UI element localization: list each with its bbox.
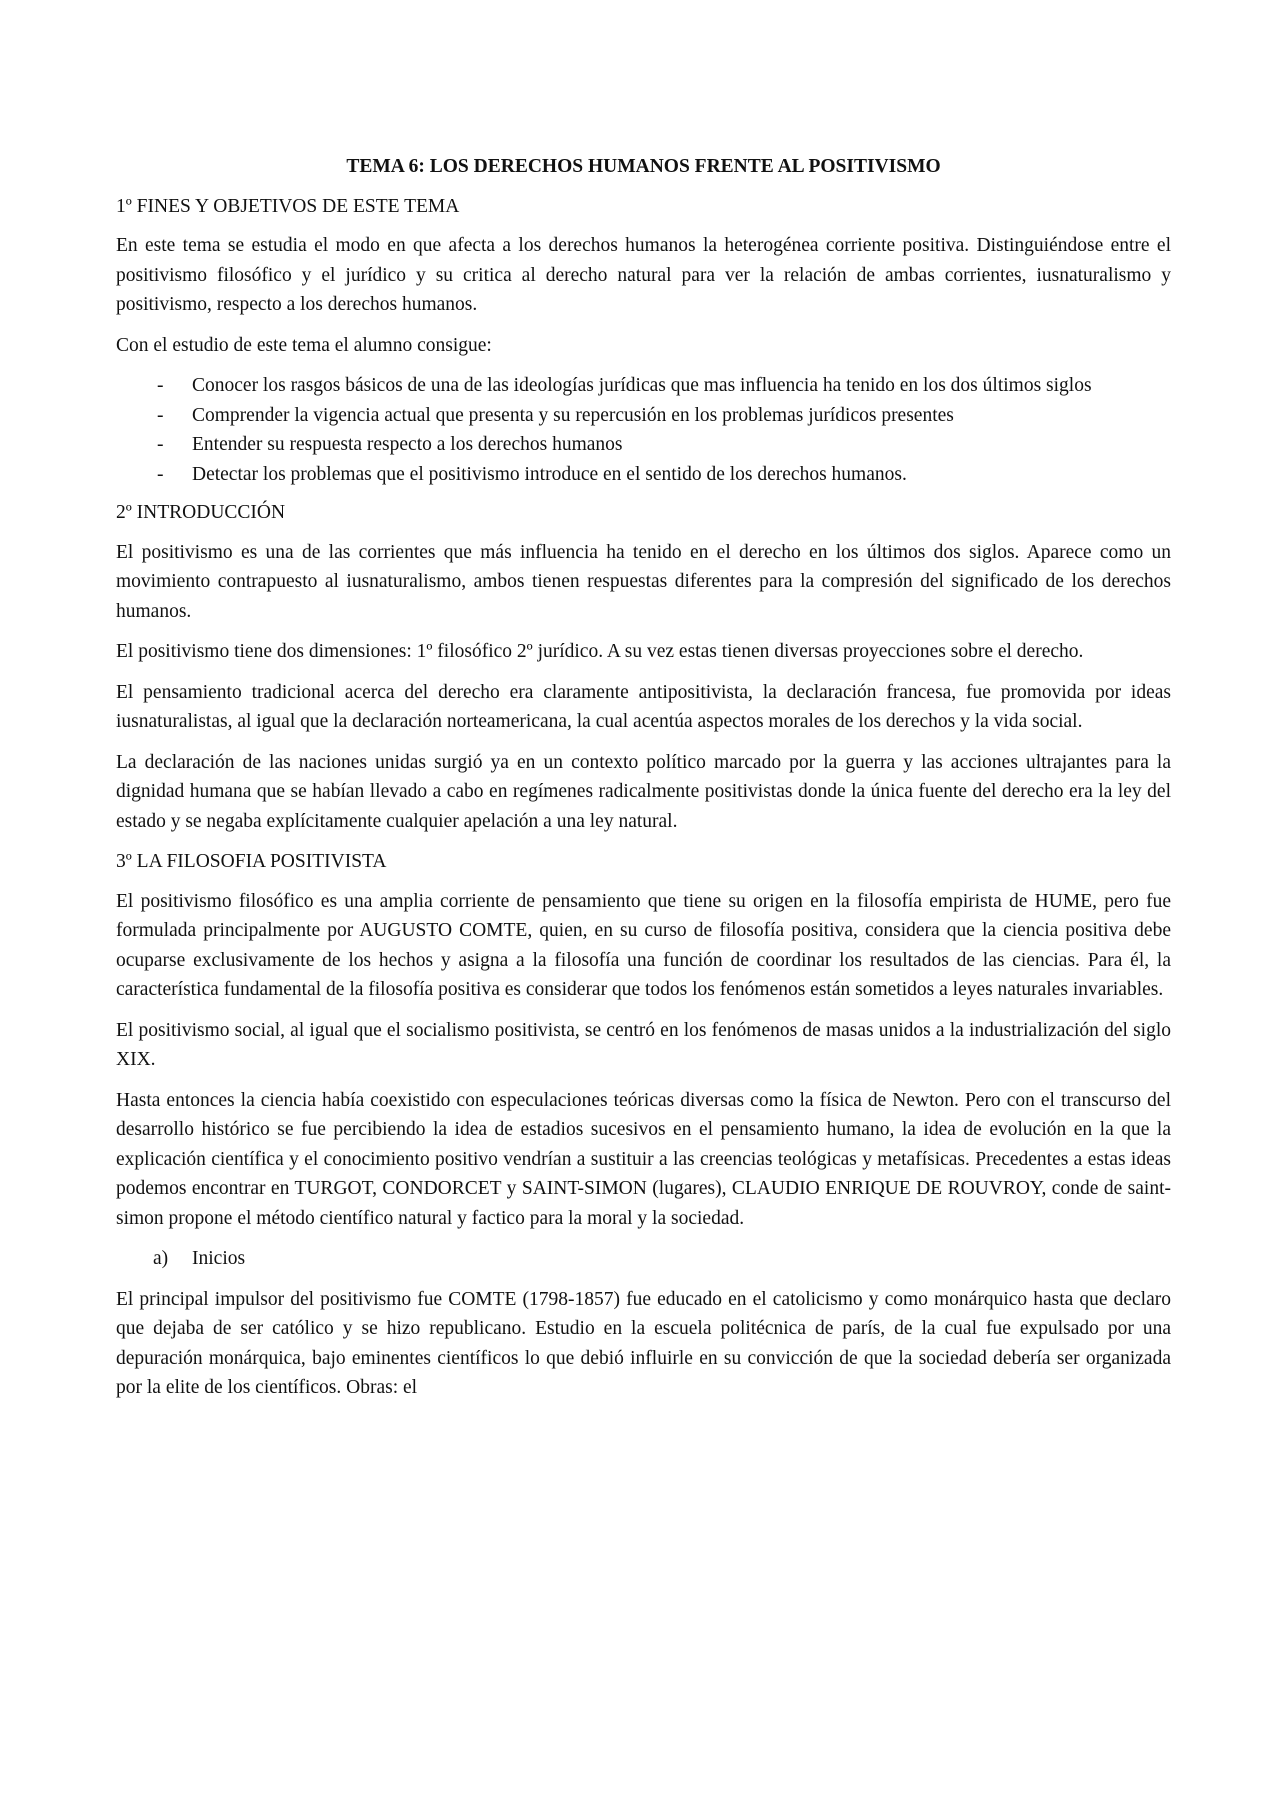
section-heading-filosofia-positivista: 3º LA FILOSOFIA POSITIVISTA — [116, 851, 387, 872]
paragraph: El positivismo tiene dos dimensiones: 1º filosófico 2º jurídico. A su vez estas tienen diversas proyecciones sobre el derecho. — [116, 641, 1084, 662]
paragraph: Hasta entonces la ciencia había coexistido con especulaciones teóricas diversas como la física de Newton. Pero con el transcurso del desarrollo histórico se fue percibiendo la idea de estadios sucesivos en el pensamiento humano, la idea de evolución en la que la explicación científica y el conocimiento positivo vendrían a sustituir a las creencias teológicas y metafísicas. Precedentes a estas ideas podemos encontrar en TURGOT, CONDORCET y SAINT-SIMON (lugares), CLAUDIO ENRIQUE DE ROUVROY, conde de saint-simon propone el método científico natural y factico para la moral y la sociedad. — [116, 1089, 1171, 1229]
list-item — [116, 460, 1171, 490]
section-heading-fines: 1º FINES Y OBJETIVOS DE ESTE TEMA — [116, 195, 460, 217]
list-dash: - — [157, 434, 164, 455]
list-item — [116, 401, 1171, 431]
paragraph: Con el estudio de este tema el alumno consigue: — [116, 334, 492, 356]
list-item-text: Comprender la vigencia actual que presenta y su repercusión en los problemas jurídicos presentes — [192, 404, 954, 426]
list-dash: - — [157, 463, 164, 485]
document-title: TEMA 6: LOS DERECHOS HUMANOS FRENTE AL POSITIVISMO — [346, 156, 941, 177]
list-dash: - — [157, 404, 164, 426]
paragraph: La declaración de las naciones unidas surgió ya en un contexto político marcado por la guerra y las acciones ultrajantes para la dignidad humana que se habían llevado a cabo en regímenes radicalmente positivistas donde la única fuente del derecho era la ley del estado y se negaba explícitamente cualquier apelación a una ley natural. — [116, 751, 1171, 832]
document-page — [116, 152, 1171, 1414]
list-item-text: Detectar los problemas que el positivismo introduce en el sentido de los derechos humanos. — [192, 463, 907, 485]
subsection-label: Inicios — [192, 1248, 246, 1269]
list-item-text: Conocer los rasgos básicos de una de las ideologías jurídicas que mas influencia ha tenido en los dos últimos siglos — [192, 375, 1092, 396]
subsection-inicios — [116, 1244, 1171, 1274]
paragraph: El positivismo social, al igual que el socialismo positivista, se centró en los fenómenos de masas unidos a la industrialización del siglo XIX. — [116, 1019, 1171, 1070]
section-heading-introduccion: 2º INTRODUCCIÓN — [116, 502, 286, 523]
paragraph: El positivismo es una de las corrientes que más influencia ha tenido en el derecho en los últimos dos siglos. Aparece como un movimiento contrapuesto al iusnaturalismo, ambos tienen respuestas diferentes para la compresión del significado de los derechos humanos. — [116, 541, 1171, 622]
objectives-list — [116, 371, 1171, 489]
paragraph: En este tema se estudia el modo en que afecta a los derechos humanos la heterogénea corriente positiva. Distinguiéndose entre el positivismo filosófico y el jurídico y su critica al derecho natural para ver la relación de ambas corrientes, iusnaturalismo y positivismo, respecto a los derechos humanos. — [116, 235, 1171, 315]
list-item — [116, 430, 1171, 460]
paragraph: El principal impulsor del positivismo fue COMTE (1798-1857) fue educado en el catolicismo y como monárquico hasta que declaro que dejaba de ser católico y se hizo republicano. Estudio en la escuela politécnica de parís, de la cual fue expulsado por una depuración monárquica, bajo eminentes científicos lo que debió influirle en su convicción de que la sociedad debería ser organizada por la elite de los científicos. Obras: el — [116, 1288, 1171, 1398]
list-item — [116, 371, 1171, 401]
paragraph: El positivismo filosófico es una amplia corriente de pensamiento que tiene su origen en la filosofía empirista de HUME, pero fue formulada principalmente por AUGUSTO COMTE, quien, en su curso de filosofía positiva, considera que la ciencia positiva debe ocuparse exclusivamente de los hechos y asigna a la filosofía una función de coordinar los resultados de las ciencias. Para él, la característica fundamental de la filosofía positiva es considerar que todos los fenómenos están sometidos a leyes naturales invariables. — [116, 890, 1171, 1000]
list-item-text: Entender su respuesta respecto a los derechos humanos — [192, 434, 623, 455]
subsection-marker: a) — [153, 1248, 169, 1269]
paragraph: El pensamiento tradicional acerca del derecho era claramente antipositivista, la declaración francesa, fue promovida por ideas iusnaturalistas, al igual que la declaración norteamericana, la cual acentúa aspectos morales de los derechos y la vida social. — [116, 681, 1171, 732]
list-dash: - — [157, 375, 164, 396]
